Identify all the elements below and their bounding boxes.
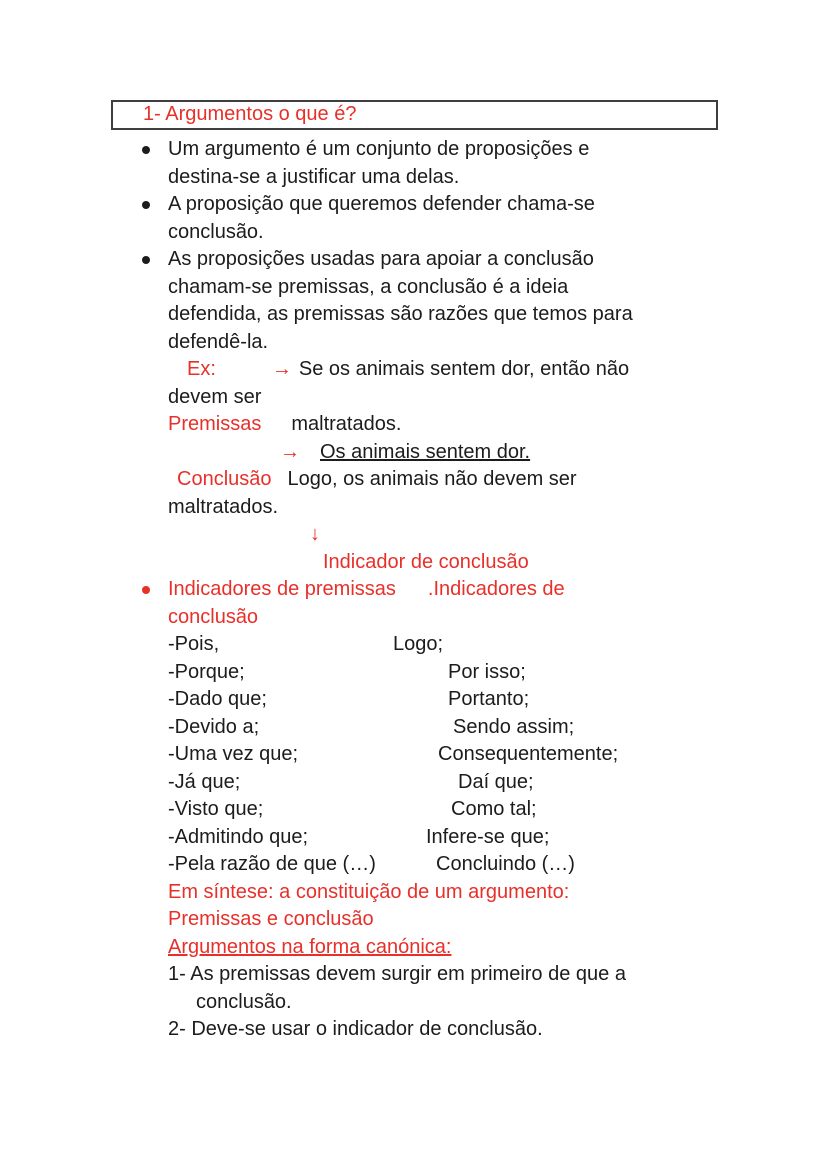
example-block (168, 356, 718, 576)
text-segment: Indicador de conclusão (323, 550, 529, 573)
text-segment: Se os animais sentem dor, então não (298, 358, 630, 380)
bullet-icon (142, 256, 150, 264)
text-segment: -Dado que; (168, 688, 267, 710)
text-line (168, 714, 718, 742)
text-segment: -Pois, (168, 633, 220, 655)
text-segment: -Visto que; (168, 798, 264, 820)
text-segment: .Indicadores de (427, 578, 565, 600)
text-line (168, 686, 718, 714)
section-title: 1- Argumentos o que é? (143, 103, 357, 126)
text-line (168, 521, 718, 549)
text-segment: Premissas e conclusão (168, 908, 374, 930)
text-segment: A proposição que queremos defender chama-se (168, 193, 595, 215)
text-segment: Ex: (187, 358, 216, 380)
text-segment: As proposições usadas para apoiar a conclusão (168, 248, 594, 270)
text-segment: maltratados. (291, 413, 402, 435)
bullet-conclusion-definition (168, 191, 718, 246)
text-segment: Portanto; (448, 688, 530, 710)
text-segment: Os animais sentem dor. (320, 440, 531, 463)
text-segment: chamam-se premissas, a conclusão é a ideia (168, 275, 569, 298)
text-segment: 1- As premissas devem surgir em primeiro de que a (168, 963, 626, 985)
text-line (168, 411, 718, 439)
bullet-argument-definition (168, 136, 718, 191)
text-segment: -Já que; (168, 770, 241, 793)
text-segment: conclusão. (196, 990, 292, 1013)
right-arrow-icon: → (271, 358, 292, 380)
bullet-icon (142, 201, 150, 209)
text-segment: Consequentemente; (438, 743, 619, 765)
text-line (168, 246, 718, 274)
text-segment: Concluindo (…) (436, 853, 575, 875)
text-line (168, 769, 718, 797)
bullet-indicators-heading (168, 576, 718, 631)
text-line (168, 906, 718, 934)
text-segment: 2- Deve-se usar o indicador de conclusão. (168, 1018, 543, 1040)
text-segment: devem ser (168, 385, 262, 408)
text-segment: Um argumento é um conjunto de proposições e (168, 138, 590, 160)
text-segment: -Admitindo que; (168, 825, 309, 848)
down-arrow-icon: ↓ (310, 523, 320, 545)
text-segment: -Pela razão de que (…) (168, 853, 376, 875)
text-line (168, 494, 718, 522)
text-line (168, 851, 718, 879)
text-segment: Daí que; (458, 770, 534, 793)
text-segment: defendida, as premissas são razões que temos para (168, 303, 633, 325)
indicators-table (168, 631, 718, 879)
notes-document (111, 100, 718, 1044)
text-segment: Sendo assim; (453, 715, 575, 738)
bullet-premises-definition (168, 246, 718, 356)
text-segment: Argumentos na forma canónica: (168, 935, 452, 958)
text-segment: Infere-se que; (426, 825, 550, 848)
text-line (168, 384, 718, 412)
text-segment: Conclusão (177, 468, 272, 490)
text-line (168, 1016, 718, 1044)
text-segment: Logo, os animais não devem ser (287, 468, 577, 490)
text-segment: Premissas (168, 413, 262, 435)
text-line (168, 356, 718, 384)
text-line (168, 576, 718, 604)
text-line (168, 741, 718, 769)
text-line (168, 989, 718, 1017)
text-segment: conclusão. (168, 220, 264, 243)
text-segment: Indicadores de premissas (168, 578, 396, 600)
text-line (168, 274, 718, 302)
text-line (168, 934, 718, 962)
text-line (168, 631, 718, 659)
text-line (168, 604, 718, 632)
text-segment: defendê-la. (168, 330, 269, 353)
text-segment: Por isso; (448, 660, 526, 683)
text-segment: Como tal; (451, 798, 537, 820)
synthesis-block (168, 879, 718, 962)
text-segment: destina-se a justificar uma delas. (168, 165, 460, 188)
text-line (168, 219, 718, 247)
text-line (168, 824, 718, 852)
text-line (168, 879, 718, 907)
bullet-icon (142, 146, 150, 154)
text-line (168, 549, 718, 577)
document-content (111, 136, 718, 1044)
text-segment: Em síntese: a constituição de um argumento: (168, 880, 570, 903)
text-segment: -Porque; (168, 660, 245, 683)
text-line (168, 301, 718, 329)
text-line (168, 439, 718, 467)
text-line (168, 164, 718, 192)
text-line (168, 961, 718, 989)
text-line (168, 136, 718, 164)
text-line (168, 191, 718, 219)
text-segment: conclusão (168, 605, 259, 628)
section-title-box (111, 100, 718, 130)
text-segment: Logo; (393, 633, 444, 655)
right-arrow-icon: → (280, 440, 300, 463)
text-line (168, 796, 718, 824)
text-line (168, 329, 718, 357)
canonical-rules (168, 961, 718, 1044)
text-segment: -Uma vez que; (168, 743, 299, 765)
text-line (168, 466, 718, 494)
text-line (168, 659, 718, 687)
text-segment: -Devido a; (168, 715, 260, 738)
text-segment: maltratados. (168, 495, 279, 518)
bullet-icon (142, 586, 150, 594)
